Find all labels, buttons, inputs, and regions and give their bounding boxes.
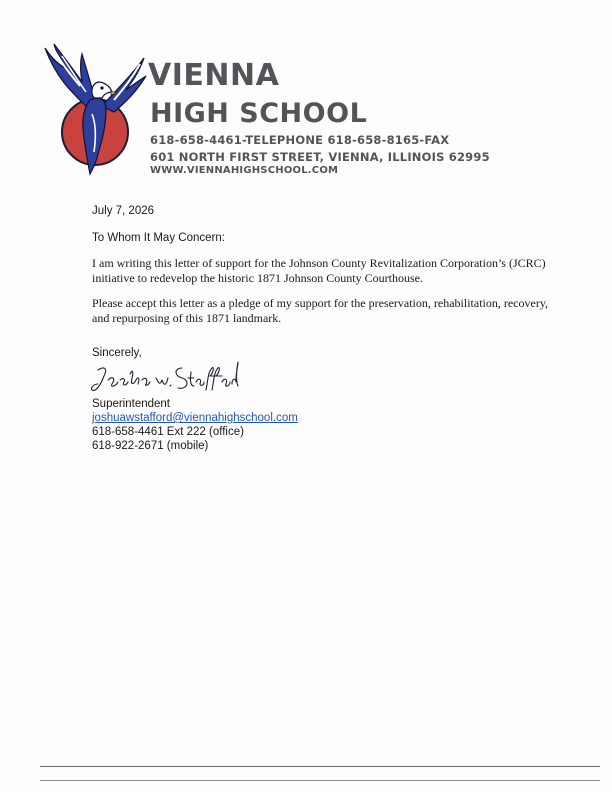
handwritten-signature	[90, 360, 240, 398]
letterhead-address: 601 NORTH FIRST STREET, VIENNA, ILLINOIS 62995	[150, 150, 490, 164]
signer-mobile-phone: 618-922-2671 (mobile)	[92, 440, 209, 452]
letterhead-phone-fax: 618-658-4461-TELEPHONE 618-658-8165-FAX	[150, 133, 450, 147]
school-name-high-school: HIGH SCHOOL	[150, 98, 368, 129]
letterhead-website: WWW.VIENNAHIGHSCHOOL.COM	[150, 165, 339, 176]
signer-office-phone: 618-658-4461 Ext 222 (office)	[92, 426, 244, 438]
signer-title: Superintendent	[92, 398, 171, 410]
letter-closing: Sincerely,	[92, 347, 142, 359]
letter-salutation: To Whom It May Concern:	[92, 232, 225, 244]
footer-divider	[40, 780, 600, 781]
school-name-vienna: VIENNA	[148, 58, 280, 93]
letter-date: July 7, 2026	[92, 205, 155, 217]
signer-email-link[interactable]: joshuawstafford@viennahighschool.com	[92, 412, 298, 424]
footer-divider	[40, 766, 600, 767]
letter-paragraph-1: I am writing this letter of support for the Johnson County Revitalization Corporation’s (JCRC) initiative to redevelop the historic 1871 Johnson County Courthouse.	[92, 256, 546, 285]
eagle-emblem-icon	[40, 40, 150, 180]
letter-paragraph-2: Please accept this letter as a pledge of my support for the preservation, rehabilitation, recovery, and repurposing of this 1871 landmark.	[92, 296, 549, 325]
